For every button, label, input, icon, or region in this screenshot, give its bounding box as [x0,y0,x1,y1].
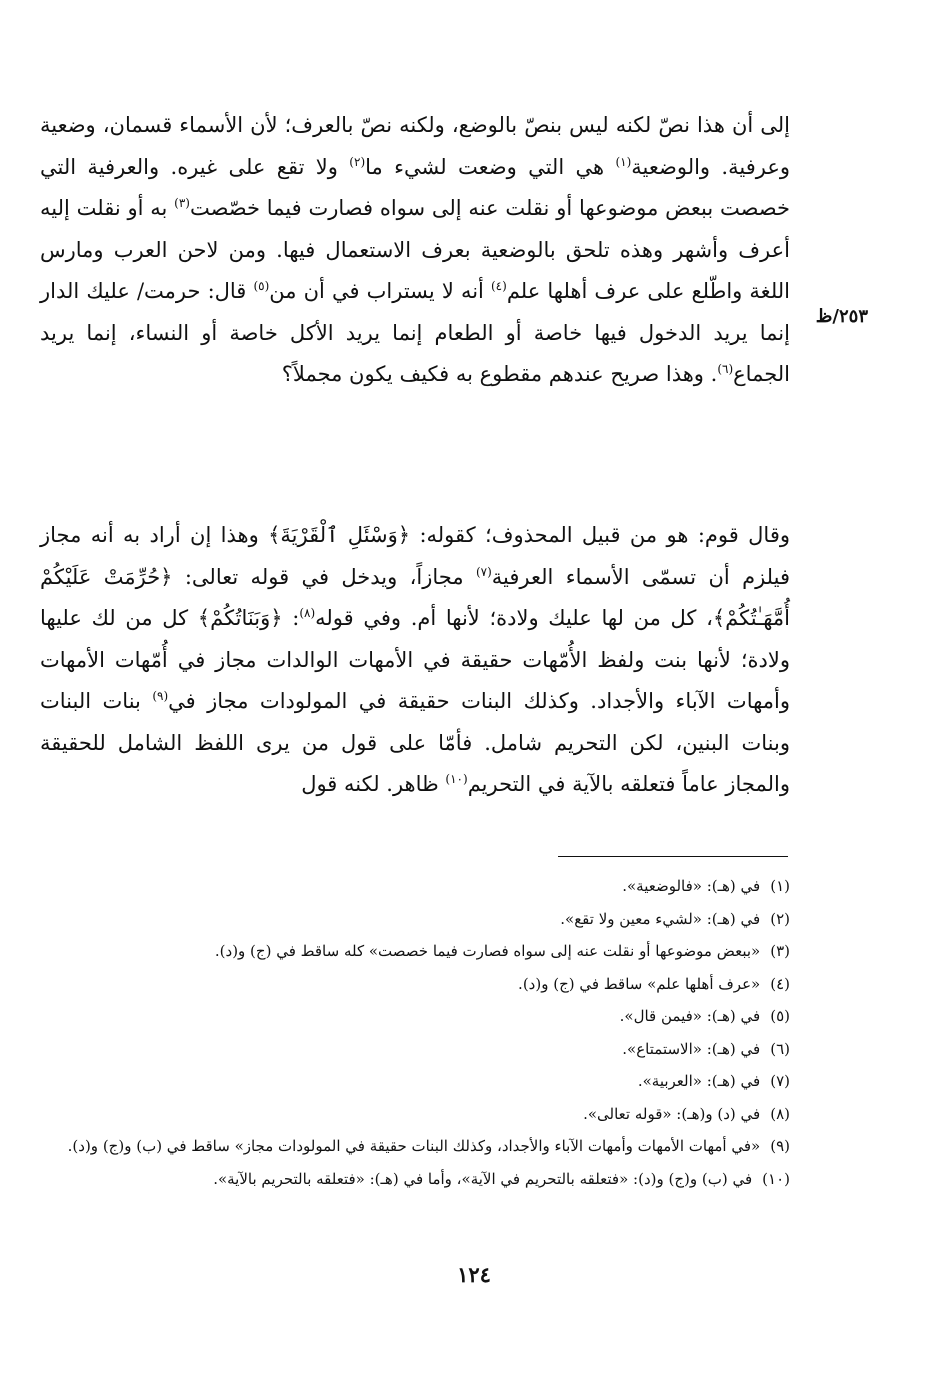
footnote-text: «عرف أهلها علم» ساقط في (ج) و(د). [518,974,761,993]
page-number: ١٢٤ [457,1262,491,1287]
footnote-text: «ببعض موضوعها أو نقلت عنه إلى سواه فصارت فيما خصصت» كله ساقط في (ج) و(د). [214,942,761,960]
footnote-item [40,1163,790,1196]
footnote-number: (١٠) [762,1169,790,1188]
footnote-ref: (١٠) [445,772,468,786]
footnote-text: في (هـ): «فيمن قال». [619,1007,761,1025]
text-span: . وهذا صريح عندهم مقطوع به فكيف يكون مجملاً؟ [281,362,718,386]
text-span: ولا تقع على غيره. والعرفية التي خصصت ببعض موضوعها أو نقلت عنه إلى سواه فصارت فيما خصّصت [40,154,790,220]
text-span: : ﴿وَبَنَاتُكُمْ﴾ كل من لك عليها ولادة؛ لأنها بنت ولفظ الأُمّهات حقيقة في الأمهات الوالدات مجاز في أُمّهات الأمهات وأمهات الآباء والأجداد. وكذلك البنات حقيقة في المولودات مجاز في [40,606,791,713]
text-span: أنه لا يستراب في أن من [269,279,491,303]
footnote-text: في (د) و(هـ): «قوله تعالى». [583,1104,761,1123]
footnote-text: في (ب) و(ج) و(د): «فتعلقه بالتحريم في الآية»، وأما في (هـ): «فتعلقه بالتحريم بالآية». [213,1169,753,1188]
body-paragraph-2 [40,515,790,806]
footnote-number: (٢) [770,909,790,928]
footnote-number: (٧) [770,1072,790,1090]
footnote-item [40,1065,790,1098]
footnote-item [40,870,790,903]
footnote-number: (٩) [770,1137,790,1155]
footnote-ref: (٥) [253,279,270,293]
footnote-number: (١) [770,877,790,895]
footnote-item [40,1130,790,1163]
footnote-item [40,903,790,936]
footnote-item [40,1033,790,1066]
text-span: قال: حرمت/ عليك الدار إنما يريد الدخول فيها خاصة أو الطعام إنما يريد الأكل خاصة أو النساء، إنما يريد الجماع [40,279,790,386]
text-span: مجازاً، ويدخل في قوله تعالى: ﴿حُرِّمَتْ عَلَيْكُمْ أُمَّهَـٰتُكُمْ﴾، كل من لها عليك ولادة؛ لأنها أم. وفي قوله [40,564,790,630]
footnote-item [40,1000,790,1033]
footnote-ref: (٧) [475,564,492,579]
footnote-number: (٨) [770,1104,790,1123]
footnote-text: «في أمهات الأمهات وأمهات الآباء والأجداد، وكذلك البنات حقيقة في المولودات مجاز» ساقط في (ب) و(ج) و(د). [67,1137,761,1155]
text-span: وقال قوم: هو من قبيل المحذوف؛ كقوله: ﴿وَسْئَلِ ٱلْقَرْيَةَ﴾ وهذا إن أراد به أنه مجاز فيلزم أن تسمّى الأسماء العرفية [40,523,790,589]
footnote-ref: (٦) [717,362,734,376]
text-span: إلى أن هذا نصّ لكنه ليس بنصّ بالوضع، ولكنه نصّ بالعرف؛ لأن الأسماء قسمان، وضعية وعرفية. والوضعية [40,113,790,179]
footnote-ref: (١) [615,154,632,169]
footnote-text: في (هـ): «الاستمتاع». [622,1039,761,1058]
footnote-number: (٣) [770,942,790,960]
text-span: به أو نقلت إليه أعرف وأشهر وهذه تلحق بالوضعية بعرف الاستعمال فيها. ومن لاحن العرب ومارس اللغة واطّلع على عرف أهلها علم [40,196,791,303]
footnote-text: في (هـ): «فالوضعية». [622,877,761,895]
text-span: ظاهر. لكنه قول [301,772,446,796]
footnote-ref: (٩) [152,689,169,703]
text-span: هي التي وضعت لشيء ما [365,154,616,179]
footnote-ref: (٤) [490,279,507,293]
text-span: بنات البنات وبنات البنين، لكن التحريم شامل. فأمّا على قول من يرى اللفظ الشامل للحقيقة والمجاز عاماً فتعلقه بالآية في التحريم [40,689,790,796]
footnote-item [40,935,790,968]
footnote-separator [558,856,788,857]
body-paragraph-1 [40,105,790,396]
footnote-ref: (٢) [349,154,366,169]
footnote-text: في (هـ): «لشيء معين ولا تقع». [560,909,761,928]
footnote-item [40,968,790,1001]
footnote-number: (٥) [770,1007,790,1025]
footnote-item [40,1098,790,1131]
footnote-number: (٤) [770,974,790,993]
footnote-number: (٦) [770,1039,790,1058]
footnote-ref: (٣) [174,196,190,210]
footnote-text: في (هـ): «العربية». [637,1072,761,1090]
manuscript-folio-marker: ٢٥٣/ظ [815,306,868,327]
footnotes-list [40,870,790,1195]
footnote-ref: (٨) [299,606,316,620]
